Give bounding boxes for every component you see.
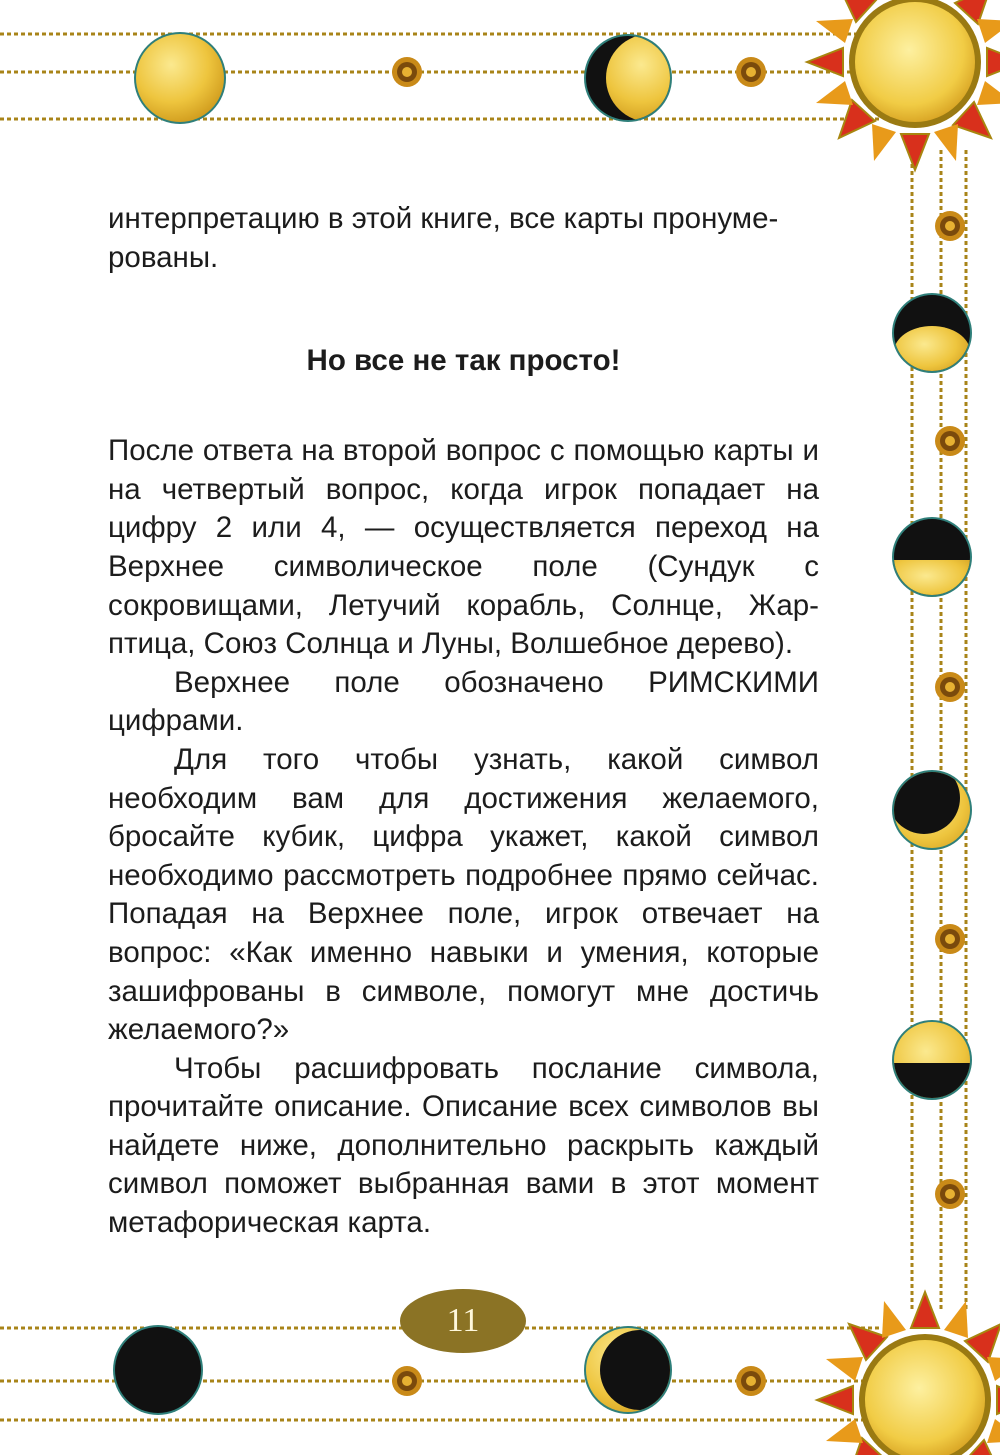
crescent-moon-bottom-icon bbox=[580, 1320, 680, 1420]
sun-top-icon bbox=[807, 0, 1000, 170]
full-moon-icon bbox=[134, 32, 226, 124]
section-heading: Но все не так просто! bbox=[306, 344, 621, 378]
paragraph-3: Для того чтобы узнать, какой символ необходим вам для достижения желаемого, бросайте кубик, цифра укажет, какой символ необходимо рассмотреть подробнее прямо сейчас. Попадая на Верхнее поле, игрок отвечает на вопрос: «Как именно навыки и умения, которые зашифрованы в символе, помогут мне достичь желаемого?» bbox=[108, 742, 819, 1047]
paragraph-2: Верхнее поле обозначено РИМСКИМИ цифрами. bbox=[108, 665, 819, 738]
sun-bottom-icon bbox=[817, 1292, 1000, 1455]
body-text bbox=[108, 200, 819, 1243]
waxing-moon-icon bbox=[890, 290, 980, 380]
continuation-paragraph: интерпретацию в этой книге, все карты пронуме-рованы. bbox=[108, 202, 779, 274]
paragraph-1: После ответа на второй вопрос с помощью карты и на четвертый вопрос, когда игрок попадает на цифру 2 или 4, — осуществляется переход на Верхнее символическое поле (Сундук с сокровищами, Летучий корабль, Солнце, Жар-птица, Союз Солнца и Луны, Волшебное дерево). bbox=[108, 434, 819, 661]
new-moon-icon bbox=[113, 1325, 203, 1415]
crescent-moon-icon bbox=[580, 30, 694, 130]
paragraph-4: Чтобы расшифровать послание символа, прочитайте описание. Описание всех символов вы найдете ниже, дополнительно раскрыть каждый символ поможет выбранная вами в этот момент метафорическая карта. bbox=[108, 1051, 819, 1240]
page-number-badge: 11 bbox=[400, 1289, 526, 1353]
